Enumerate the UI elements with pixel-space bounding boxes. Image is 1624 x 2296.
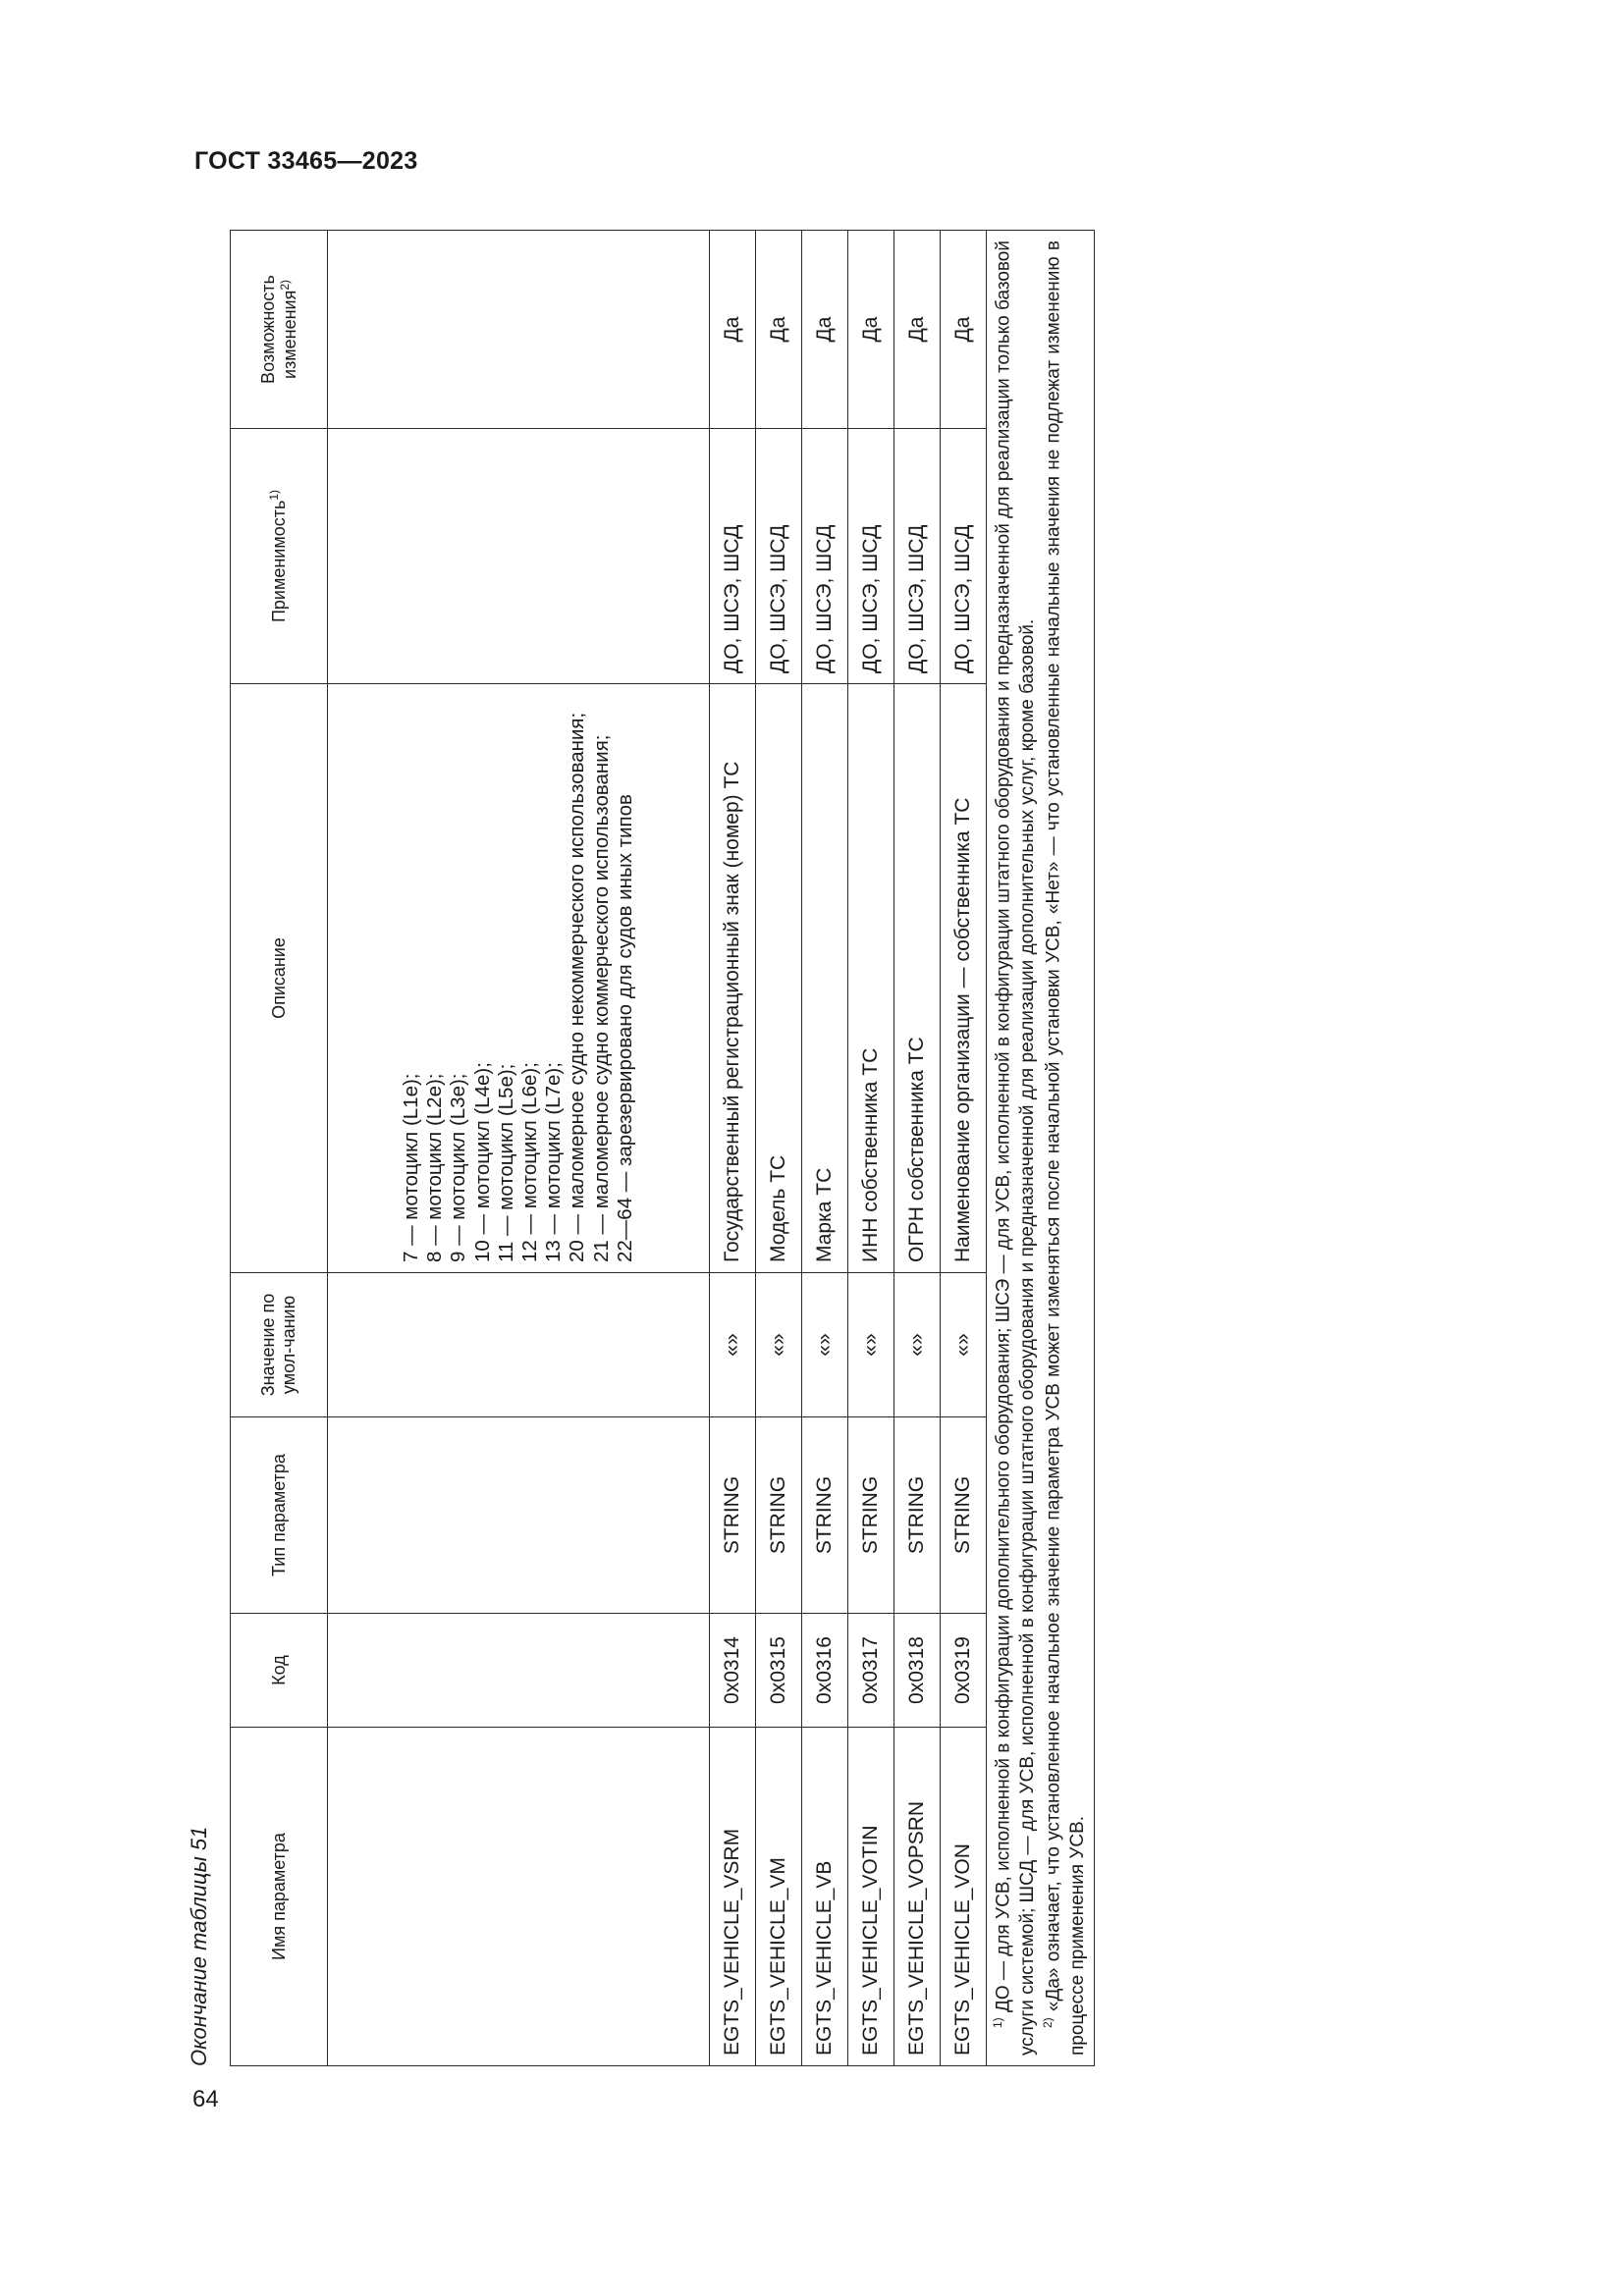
cell-changeable: Да — [848, 231, 894, 429]
cell-applicability: ДО, ШСЭ, ШСД — [756, 429, 802, 684]
cell-empty — [328, 1614, 710, 1728]
cell-default: «» — [894, 1273, 941, 1417]
cell-code: 0x0315 — [756, 1614, 802, 1728]
cell-default: «» — [802, 1273, 848, 1417]
cell-default: «» — [848, 1273, 894, 1417]
cell-empty — [328, 429, 710, 684]
table-footnotes — [987, 231, 1095, 2066]
cell-changeable: Да — [894, 231, 941, 429]
cell-type: STRING — [894, 1417, 941, 1614]
cell-description: ОГРН собственника ТС — [894, 684, 941, 1273]
cell-changeable: Да — [710, 231, 756, 429]
enum-item: 22—64 — зарезервировано для судов иных типов — [613, 794, 636, 1262]
cell-type: STRING — [802, 1417, 848, 1614]
document-title: ГОСТ 33465—2023 — [194, 147, 418, 175]
cell-changeable: Да — [941, 231, 987, 429]
enum-item: 21 — маломерное судно коммерческого использования; — [589, 734, 613, 1262]
enum-item: 13 — мотоцикл (L7e); — [542, 1062, 566, 1262]
page-number: 64 — [192, 2086, 219, 2112]
cell-name: EGTS_VEHICLE_VB — [802, 1728, 848, 2066]
enum-item: 20 — маломерное судно некоммерческого использования; — [566, 712, 589, 1262]
cell-code: 0x0314 — [710, 1614, 756, 1728]
enum-item: 10 — мотоцикл (L4e); — [470, 1062, 494, 1262]
footnote-ref-2: 2) — [277, 279, 292, 291]
cell-code: 0x0319 — [941, 1614, 987, 1728]
cell-description-enum — [328, 684, 710, 1273]
cell-applicability: ДО, ШСЭ, ШСД — [848, 429, 894, 684]
cell-description: Модель ТС — [756, 684, 802, 1273]
cell-name: EGTS_VEHICLE_VOPSRN — [894, 1728, 941, 2066]
cell-name: EGTS_VEHICLE_VON — [941, 1728, 987, 2066]
cell-type: STRING — [848, 1417, 894, 1614]
cell-description: Государственный регистрационный знак (номер) ТС — [710, 684, 756, 1273]
footnote-ref-1: 1) — [267, 489, 282, 501]
cell-description: Марка ТС — [802, 684, 848, 1273]
cell-default: «» — [756, 1273, 802, 1417]
table-caption: Окончание таблицы 51 — [187, 1826, 211, 2066]
cell-name: EGTS_VEHICLE_VOTIN — [848, 1728, 894, 2066]
cell-code: 0x0318 — [894, 1614, 941, 1728]
table-row — [941, 231, 987, 2066]
cell-applicability: ДО, ШСЭ, ШСД — [941, 429, 987, 684]
table-row — [802, 231, 848, 2066]
column-header-default: Значение по умол-чанию — [231, 1273, 328, 1417]
cell-description: ИНН собственника ТС — [848, 684, 894, 1273]
column-header-description: Описание — [231, 684, 328, 1273]
column-header-type: Тип параметра — [231, 1417, 328, 1614]
cell-description: Наименование организации — собственника ТС — [941, 684, 987, 1273]
cell-code: 0x0316 — [802, 1614, 848, 1728]
cell-default: «» — [710, 1273, 756, 1417]
column-header-applicability: Применимость$^{1)}$ — [231, 429, 328, 684]
cell-empty — [328, 231, 710, 429]
enum-item: 7 — мотоцикл (L1e); — [400, 1073, 423, 1262]
column-header-changeable: Возможность изменения$^{2)}$ — [231, 231, 328, 429]
cell-default: «» — [941, 1273, 987, 1417]
cell-empty — [328, 1728, 710, 2066]
column-header-code: Код — [231, 1614, 328, 1728]
cell-applicability: ДО, ШСЭ, ШСД — [894, 429, 941, 684]
enum-item: 8 — мотоцикл (L2e); — [423, 1073, 447, 1262]
table-footnotes-row — [987, 231, 1095, 2066]
footnote-1: $^{1)}$ ДО — для УСВ, исполненной в конфигурации дополнительного оборудования; ШСЭ — для УСВ, исполненной в конфигурации штатного оборудования и предназначенной для реализации только базовой услуги системой; ШСД — для УСВ, исполненной в конфигурации штатного оборудования и предназначенной для реализации дополнительных услуг, кроме базовой. — [991, 240, 1039, 2056]
cell-applicability: ДО, ШСЭ, ШСД — [710, 429, 756, 684]
table-row — [756, 231, 802, 2066]
parameters-table — [230, 230, 1095, 2066]
cell-type: STRING — [941, 1417, 987, 1614]
cell-code: 0x0317 — [848, 1614, 894, 1728]
cell-applicability: ДО, ШСЭ, ШСД — [802, 429, 848, 684]
footnote-2: $^{2)}$ «Да» означает, что установленное начальное значение параметра УСВ может изменяться после начальной установки УСВ, «Нет» — что установленные начальные значения не подлежат изменению в процессе применения УСВ. — [1040, 240, 1088, 2056]
cell-type: STRING — [710, 1417, 756, 1614]
cell-changeable: Да — [802, 231, 848, 429]
cell-name: EGTS_VEHICLE_VSRM — [710, 1728, 756, 2066]
cell-name: EGTS_VEHICLE_VM — [756, 1728, 802, 2066]
enum-item: 12 — мотоцикл (L6e); — [518, 1062, 541, 1262]
cell-empty — [328, 1417, 710, 1614]
table-row-continuation — [328, 231, 710, 2066]
table-row — [894, 231, 941, 2066]
table-row — [710, 231, 756, 2066]
table-header-row — [231, 231, 328, 2066]
table-row — [848, 231, 894, 2066]
enum-item: 11 — мотоцикл (L5e); — [494, 1063, 517, 1262]
enum-item: 9 — мотоцикл (L3e); — [447, 1073, 470, 1262]
cell-changeable: Да — [756, 231, 802, 429]
rotated-table-page — [179, 231, 1126, 2066]
column-header-name: Имя параметра — [231, 1728, 328, 2066]
cell-empty — [328, 1273, 710, 1417]
cell-type: STRING — [756, 1417, 802, 1614]
